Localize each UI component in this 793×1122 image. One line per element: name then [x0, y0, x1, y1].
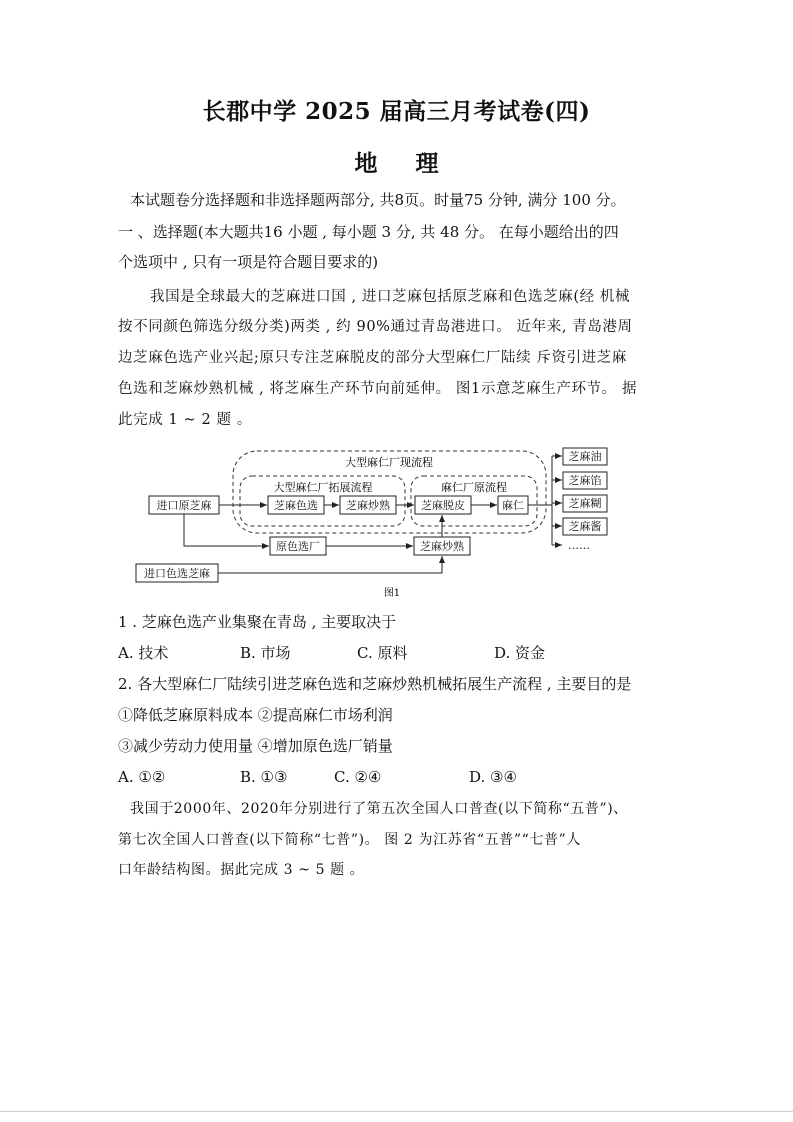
section-heading-line1: 一 、选择题(本大题共16 小题 , 每小题 3 分, 共 48 分。 在每小题给出的四 — [118, 223, 619, 241]
label-dehull: 芝麻脱皮 — [421, 499, 465, 512]
figure1-caption: 图1 — [383, 588, 401, 599]
passage1-line: 色选和芝麻炒熟机械 , 将芝麻生产环节向前延伸。 图1示意芝麻生产环节。 据 — [118, 381, 638, 397]
passage2-line: 我国于2000年、2020年分别进行了第五次全国人口普查(以下简称“五普”)、 — [130, 801, 628, 817]
label-roast2: 芝麻炒熟 — [420, 540, 464, 553]
page-bottom-rule — [0, 1111, 793, 1112]
passage1-line: 边芝麻色选产业兴起;原只专注芝麻脱皮的部分大型麻仁厂陆续 斥资引进芝麻 — [118, 350, 627, 366]
label-sort-factory: 原色选厂 — [276, 540, 320, 553]
subject-title: 地理 — [354, 150, 477, 177]
product-label: …… — [568, 539, 590, 552]
arrow — [218, 556, 442, 573]
q1-option-b: B. 市场 — [240, 644, 291, 662]
group-right-label: 麻仁厂原流程 — [441, 481, 507, 494]
product-label: 芝麻糊 — [568, 497, 602, 510]
passage1-line: 按不同颜色筛选分级分类)两类 , 约 90%通过青岛港进口。 近年来, 青岛港周 — [118, 319, 633, 335]
exam-title: 长郡中学 2025 届高三月考试卷(四) — [202, 98, 591, 125]
passage1-line: 此完成 1 ~ 2 题 。 — [118, 412, 252, 428]
label-import-sorted: 进口色选芝麻 — [144, 567, 210, 580]
exam-instructions: 本试题卷分选择题和非选择题两部分, 共8页。时量75 分钟, 满分 100 分。 — [130, 191, 626, 209]
q2-items-line1: ①降低芝麻原料成本 ②提高麻仁市场利润 — [118, 706, 393, 724]
passage2-line: 口年龄结构图。据此完成 3 ~ 5 题 。 — [118, 862, 365, 878]
q1-stem: 1 . 芝麻色选产业集聚在青岛 , 主要取决于 — [118, 613, 397, 631]
q1-option-c: C. 原料 — [357, 644, 408, 662]
label-roast: 芝麻炒熟 — [346, 499, 390, 512]
label-color-sort: 芝麻色选 — [274, 499, 318, 512]
q2-option-b: B. ①③ — [240, 768, 288, 786]
section-heading-line2: 个选项中 , 只有一项是符合题目要求的) — [118, 253, 379, 271]
q2-option-d: D. ③④ — [469, 768, 517, 786]
q1-option-a: A. 技术 — [118, 644, 169, 662]
group-outer-label: 大型麻仁厂现流程 — [345, 456, 433, 469]
label-import-raw: 进口原芝麻 — [156, 499, 212, 512]
group-left-label: 大型麻仁厂拓展流程 — [273, 481, 373, 494]
product-label: 芝麻馅 — [568, 474, 602, 487]
passage1-line: 我国是全球最大的芝麻进口国 , 进口芝麻包括原芝麻和色选芝麻(经 机械 — [150, 289, 631, 305]
q2-items-line2: ③减少劳动力使用量 ④增加原色选厂销量 — [118, 737, 393, 755]
passage2-line: 第七次全国人口普查(以下简称“七普”)。 图 2 为江苏省“五普”“七普”人 — [118, 832, 581, 848]
arrow — [184, 514, 269, 546]
product-label: 芝麻油 — [568, 450, 602, 463]
q2-stem: 2. 各大型麻仁厂陆续引进芝麻色选和芝麻炒熟机械拓展生产流程 , 主要目的是 — [118, 675, 632, 693]
q2-option-c: C. ②④ — [334, 768, 382, 786]
q1-option-d: D. 资金 — [494, 644, 546, 662]
label-kernel: 麻仁 — [502, 499, 524, 512]
product-label: 芝麻酱 — [568, 520, 602, 533]
q2-option-a: A. ①② — [118, 768, 166, 786]
